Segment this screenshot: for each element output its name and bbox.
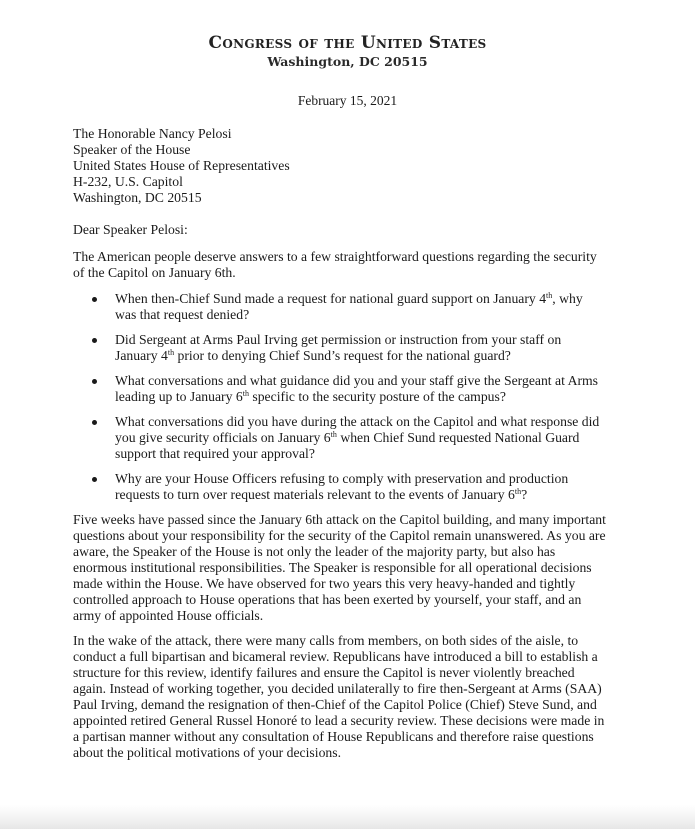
question-text: ? [521, 487, 528, 502]
question-item [73, 471, 673, 503]
question-item [73, 332, 673, 364]
question-text: specific to the security posture of the campus? [248, 389, 506, 404]
ordinal-superscript: th [330, 430, 337, 439]
question-text: support that required your approval? [115, 446, 315, 461]
question-text: What conversations did you have during the attack on the Capitol and what response did [115, 414, 600, 429]
paragraph-line: of the Capitol on January 6th. [73, 265, 236, 280]
bullet-icon [92, 297, 97, 302]
ordinal-superscript: th [514, 487, 522, 496]
paragraph-line: In the wake of the attack, there were many calls from members, on both sides of the aisle, to [73, 633, 579, 648]
question-text: Did Sergeant at Arms Paul Irving get permission or instruction from your staff on [115, 332, 562, 347]
question-item [73, 373, 673, 405]
paragraph-line: structure for this review, identify failures and ensure the Capitol is never violently breached [73, 665, 575, 680]
ordinal-superscript: th [167, 348, 175, 357]
letterhead-title: Congress of the United States [208, 33, 487, 53]
question-line [115, 487, 673, 503]
questions-list [73, 291, 673, 503]
question-line [115, 446, 673, 462]
address-line: H-232, U.S. Capitol [73, 174, 183, 189]
recipient-address [73, 126, 673, 206]
paragraph-line: Paul Irving, demand the resignation of then-Chief of the Capitol Police (Chief) Steve Sund, and [73, 697, 597, 712]
question-text: you give security officials on January 6 [115, 430, 331, 445]
question-text: , why [552, 291, 583, 306]
question-text: When then-Chief Sund made a request for national guard support on January 4 [115, 291, 547, 306]
question-text: requests to turn over request materials relevant to the events of January 6 [115, 487, 515, 502]
question-line [115, 307, 673, 323]
paragraph-line: controlled approach to House operations that has been exerted by yourself, your staff, and an [73, 592, 582, 607]
paragraph-line: army of appointed House officials. [73, 608, 264, 623]
question-text: leading up to January 6 [115, 389, 243, 404]
salutation: Dear Speaker Pelosi: [73, 222, 188, 237]
intro-paragraph [73, 249, 673, 281]
paragraph-line: The American people deserve answers to a few straightforward questions regarding the security [73, 249, 597, 264]
question-line [115, 291, 673, 307]
address-line: United States House of Representatives [73, 158, 290, 173]
question-line [115, 332, 673, 348]
paragraph-line: made within the House. We have observed for two years this very heavy-handed and tightly [73, 576, 576, 591]
bullet-icon [92, 338, 97, 343]
ordinal-superscript: th [242, 389, 249, 398]
page-bottom-edge [0, 805, 695, 829]
paragraph-line: enormous institutional responsibilities. The Speaker is responsible for all operational decisions [73, 560, 592, 575]
paragraph-line: about the political motivations of your decisions. [73, 745, 342, 760]
paragraph-line: Five weeks have passed since the January 6th attack on the Capitol building, and many important [73, 512, 606, 527]
question-text: Why are your House Officers refusing to comply with preservation and production [115, 471, 569, 486]
question-line [115, 471, 673, 487]
question-item [73, 414, 673, 462]
body-paragraph-2 [73, 633, 673, 761]
question-line [115, 414, 673, 430]
bullet-icon [92, 420, 97, 425]
address-line: Washington, DC 20515 [73, 190, 202, 205]
question-text: was that request denied? [115, 307, 250, 322]
bullet-icon [92, 477, 97, 482]
question-item [73, 291, 673, 323]
question-line [115, 430, 673, 446]
letterhead-subtitle: Washington, DC 20515 [267, 54, 428, 69]
ordinal-superscript: th [546, 291, 553, 300]
paragraph-line: again. Instead of working together, you decided unilaterally to fire then-Sergeant at Arms (SAA) [73, 681, 602, 696]
question-line [115, 348, 673, 364]
address-line: Speaker of the House [73, 142, 191, 157]
letter-content [0, 33, 695, 761]
letterhead [0, 33, 695, 70]
letter-date: February 15, 2021 [297, 93, 398, 108]
paragraph-line: aware, the Speaker of the House is not only the leader of the majority party, but also has [73, 544, 556, 559]
bullet-icon [92, 379, 97, 384]
question-text: when Chief Sund requested National Guard [336, 430, 580, 445]
question-text: January 4 [115, 348, 168, 363]
address-line: The Honorable Nancy Pelosi [73, 126, 232, 141]
body-paragraph-1 [73, 512, 673, 624]
question-line [115, 389, 673, 405]
question-text: What conversations and what guidance did you and your staff give the Sergeant at Arms [115, 373, 598, 388]
paragraph-line: a partisan manner without any consultation of House Republicans and therefore raise questions [73, 729, 594, 744]
question-text: prior to denying Chief Sund’s request for the national guard? [174, 348, 511, 363]
question-line [115, 373, 673, 389]
paragraph-line: questions about your responsibility for the security of the Capitol remain unanswered. As you are [73, 528, 606, 543]
paragraph-line: appointed retired General Russel Honoré to lead a security review. These decisions were made in [73, 713, 605, 728]
paragraph-line: conduct a full bipartisan and bicameral review. Republicans have introduced a bill to establish a [73, 649, 598, 664]
